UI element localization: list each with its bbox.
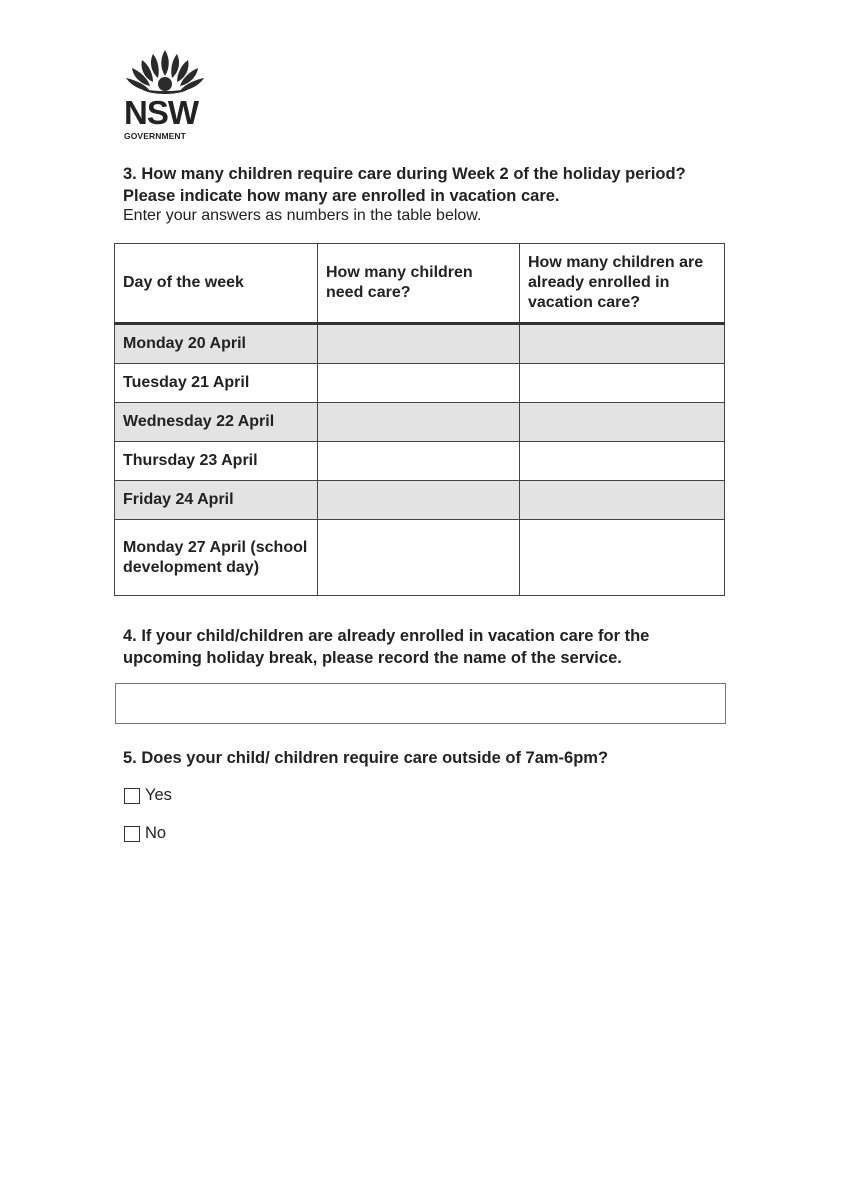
table-row — [115, 403, 725, 442]
option-yes-label: Yes — [145, 786, 172, 804]
day-cell: Wednesday 22 April — [115, 403, 318, 442]
table-row — [115, 520, 725, 596]
day-cell: Monday 27 April (school development day) — [115, 520, 318, 596]
table-row — [115, 364, 725, 403]
day-cell: Tuesday 21 April — [115, 364, 318, 403]
enrolled-cell[interactable] — [520, 324, 725, 364]
need-care-cell[interactable] — [318, 324, 520, 364]
enrolled-cell[interactable] — [520, 520, 725, 596]
header-enrolled: How many children are already enrolled in vacation care? — [520, 244, 725, 324]
nsw-logo — [120, 48, 220, 98]
logo-text: NSW — [124, 94, 198, 131]
question-5-title: 5. Does your child/ children require care outside of 7am-6pm? — [123, 749, 609, 767]
table-header-row — [115, 244, 725, 324]
yes-checkbox[interactable] — [124, 788, 140, 804]
question-3-instruction: Enter your answers as numbers in the table below. — [123, 207, 482, 224]
header-need-care: How many children need care? — [318, 244, 520, 324]
day-cell: Friday 24 April — [115, 481, 318, 520]
day-cell: Monday 20 April — [115, 324, 318, 364]
need-care-cell[interactable] — [318, 481, 520, 520]
waratah-icon — [120, 48, 210, 98]
table-row — [115, 481, 725, 520]
question-4-title: 4. If your child/children are already enrolled in vacation care for the upcoming holiday break, please record the name of the service. — [123, 627, 650, 667]
need-care-cell[interactable] — [318, 520, 520, 596]
enrolled-cell[interactable] — [520, 364, 725, 403]
option-yes[interactable] — [124, 786, 172, 805]
logo-subtext: GOVERNMENT — [124, 131, 186, 141]
enrolled-cell[interactable] — [520, 403, 725, 442]
no-checkbox[interactable] — [124, 826, 140, 842]
table-row — [115, 324, 725, 364]
enrolled-cell[interactable] — [520, 481, 725, 520]
day-cell: Thursday 23 April — [115, 442, 318, 481]
enrolled-cell[interactable] — [520, 442, 725, 481]
question-3 — [123, 163, 723, 207]
header-day: Day of the week — [115, 244, 318, 324]
need-care-cell[interactable] — [318, 403, 520, 442]
table-row — [115, 442, 725, 481]
option-no[interactable] — [124, 824, 166, 843]
care-table — [114, 243, 725, 596]
question-3-subtitle: Please indicate how many are enrolled in vacation care. — [123, 187, 560, 205]
need-care-cell[interactable] — [318, 364, 520, 403]
need-care-cell[interactable] — [318, 442, 520, 481]
service-name-field[interactable] — [115, 683, 726, 724]
option-no-label: No — [145, 824, 167, 842]
question-3-title: 3. How many children require care during Week 2 of the holiday period? — [123, 165, 686, 183]
